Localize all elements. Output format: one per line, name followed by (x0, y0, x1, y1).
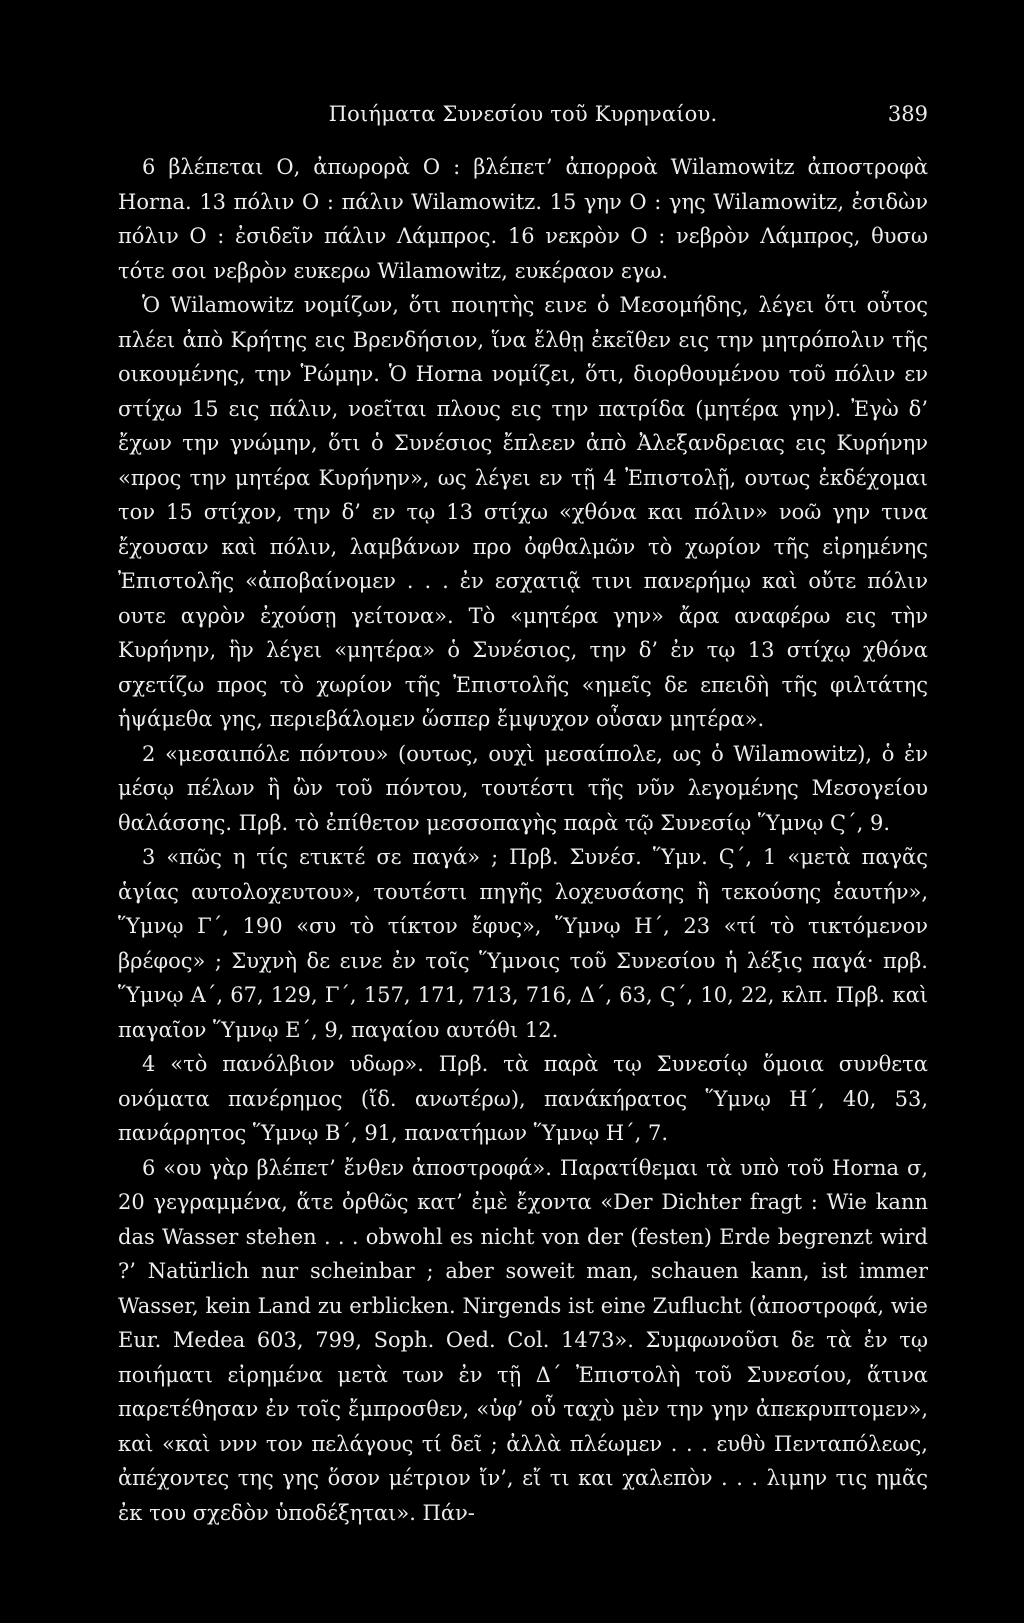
commentary-paragraph: Ὁ Wilamowitz νομίζων, ὅτι ποιητὴς εινε ὁ Μεσομήδης, λέγει ὅτι οὗτος πλέει ἀπὸ Κρήτης εις Βρενδήσιον, ἵνα ἔλθῃ ἐκεῖθεν εις την μητρόπολιν τῆς οικουμένης, την Ῥώμην. Ὁ Horna νομίζει, ὅτι, διορθουμένου τοῦ πόλιν εν στίχω 15 εις πάλιν, νοεῖται πλους εις την πατρίδα (μητέρα γην). Ἐγὼ δ’ ἔχων την γνώμην, ὅτι ὁ Συνέσιος ἔπλεεν ἀπὸ Ἀλεξανδρειας εις Κυρήνην «προς την μητέρα Κυρήνην», ως λέγει εν τῇ 4 Ἐπιστολῇ, ουτως ἐκδέχομαι τον 15 στίχον, την δ’ εν τῳ 13 στίχω «χθόνα και πόλιν» νοῶ γην τινα ἔχουσαν καὶ πόλιν, λαμβάνων προ ὀφθαλμῶν τὸ χωρίον τῆς εἰρημένης Ἐπιστολῆς «ἀποβαίνομεν . . . ἐν εσχατιᾷ τινι πανερήμῳ καὶ οὔτε πόλιν ουτε αγρὸν ἐχούσῃ γείτονα». Τὸ «μητέρα γην» ἄρα αναφέρω εις τὴν Κυρήνην, ἣν λέγει «μητέρα» ὁ Συνέσιος, την δ’ ἐν τῳ 13 στίχῳ χθόνα σχετίζω προς τὸ χωρίον τῆς Ἐπιστολῆς «ημεῖς δε επειδὴ τῆς φιλτάτης ἡψάμεθα γης, περιεβάλομεν ὥσπερ ἔμψυχον οὖσαν μητέρα». (118, 293, 928, 731)
book-page (118, 96, 928, 1596)
running-title: Ποιήματα Συνεσίου τοῦ Κυρηναίου. (328, 102, 718, 126)
commentary-text (118, 150, 928, 1530)
running-head (118, 96, 928, 132)
note-line-6: 6 «ου γὰρ βλέπετ’ ἔνθεν ἀποστροφά». Παρατίθεμαι τὰ υπὸ τοῦ Horna σ, 20 γεγραμμένα, ἅτε ὀρθῶς κατ’ ἐμὲ ἔχοντα «Der Dichter fragt : Wie kann das Wasser stehen . . . obwohl es nicht von der (festen) Erde begrenzt wird ?’ Natürlich nur scheinbar ; aber soweit man, schauen kann, ist immer Wasser, kein Land zu erblicken. Nirgends ist eine Zuflucht (ἀποστροφά, wie Eur. Medea 603, 799, Soph. Oed. Col. 1473». Συμφωνοῦσι δε τὰ ἐν τῳ ποιήματι εἰρημένα μετὰ των ἐν τῇ Δ΄ Ἐπιστολὴ τοῦ Συνεσίου, ἅτινα παρετέθησαν ἐν τοῖς ἔμπροσθεν, «ὑφ’ οὗ ταχὺ μὲν την γην ἀπεκρυπτομεν», καὶ «καὶ ννν τον πελάγους τί δεῖ ; ἀλλὰ πλέωμεν . . . ευθὺ Πενταπόλεως, ἀπέχοντες της γης ὅσον μέτριον ἴν’, εἴ τι και χαλεπὸν . . . λιμην τις ημᾶς ἐκ του σχεδὸν ὑποδέξηται». Πάν- (118, 1155, 928, 1525)
note-line-4: 4 «τὸ πανόλβιον υδωρ». Πρβ. τὰ παρὰ τῳ Συνεσίῳ ὅμοια συνθετα ονόματα πανέρημος (ἴδ. ανωτέρω), πανάκήρατος Ὕμνῳ Η΄, 40, 53, πανάρρητος Ὕμνῳ Β΄, 91, πανατήμων Ὕμνῳ Η΄, 7. (118, 1052, 928, 1145)
note-line-2: 2 «μεσαιπόλε πόντου» (ουτως, ουχὶ μεσαίπολε, ως ὁ Wilamowitz), ὁ ἐν μέσῳ πέλων ἢ ὢν τοῦ πόντου, τουτέστι τῆς νῦν λεγομένης Μεσογείου θαλάσσης. Πρβ. τὸ ἐπίθετον μεσσοπαγὴς παρὰ τῷ Συνεσίῳ Ὕμνῳ Ϛ΄, 9. (118, 741, 928, 835)
page-number: 389 (887, 102, 928, 126)
apparatus-paragraph: 6 βλέπεται Ο, ἀπωρορὰ Ο : βλέπετ’ ἀπορροὰ Wilamowitz ἀποστροφὰ Horna. 13 πόλιν Ο : πάλιν Wilamowitz. 15 γην Ο : γης Wilamowitz, ἐσιδὼν πόλιν Ο : ἐσιδεῖν πάλιν Λάμπρος. 16 νεκρὸν Ο : νεβρὸν Λάμπρος, θυσω τότε σοι νεβρὸν ευκερω Wilamowitz, ευκέραον εγω. (118, 155, 928, 283)
note-line-3: 3 «πῶς η τίς ετικτέ σε παγά» ; Πρβ. Συνέσ. Ὕμν. Ϛ΄, 1 «μετὰ παγᾶς ἁγίας αυτολοχευτου», τουτέστι πηγῆς λοχευσάσης ἢ τεκούσης ἑαυτήν», Ὕμνῳ Γ΄, 190 «συ τὸ τίκτον ἔφυς», Ὕμνῳ Η΄, 23 «τί τὸ τικτόμενον βρέφος» ; Συχνὴ δε εινε ἐν τοῖς Ὕμνοις τοῦ Συνεσίου ἡ λέξις παγά· πρβ. Ὕμνῳ Α΄, 67, 129, Γ΄, 157, 171, 713, 716, Δ΄, 63, Ϛ΄, 10, 22, κλπ. Πρβ. καὶ παγαῖον Ὕμνῳ Ε΄, 9, παγαίου αυτόθι 12. (118, 845, 928, 1042)
